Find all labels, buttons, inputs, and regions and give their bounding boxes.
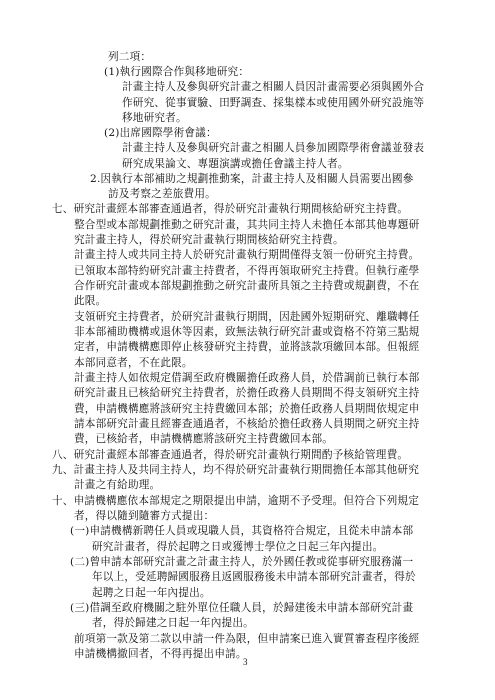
- text-line: 非本部補助機構或退休等因素，致無法執行研究計畫或資格不符第三點規: [74, 326, 420, 338]
- text-line: 起聘之日起一年內提出。: [92, 587, 211, 599]
- text-line: 費，已核給者，申請機構應將該研究主持費繳回本部。: [74, 433, 334, 445]
- text-line: 費，申請機構應將該研究主持費繳回本部；於擔任政務人員期間依規定申: [74, 403, 420, 415]
- section-heading: 九、計畫主持人及共同主持人，均不得於研究計畫執行期間擔任本部其他研究: [52, 464, 419, 476]
- text-line: 計畫之有給助理。: [74, 479, 161, 491]
- text-line: 本部同意者，不在此限。: [74, 357, 193, 369]
- text-line: (一)申請機構新聘任人員或現職人員，其資格符合規定，且從未申請本部: [70, 525, 414, 537]
- text-line: 定者，申請機構應即停止核發研究主持費，並將該款項繳回本部。但報經: [74, 341, 420, 353]
- text-line: 合作研究計畫或本部規劃推動之研究計畫所具領之主持費或規劃費，不在: [74, 280, 420, 292]
- text-line: 已領取本部特約研究計畫主持費者，不得再領取研究主持費。但執行產學: [74, 265, 420, 277]
- text-line: (2)出席國際學術會議：: [104, 127, 217, 139]
- text-line: 計畫主持人或共同主持人於研究計畫執行期間僅得支領一份研究主持費。: [74, 249, 420, 261]
- text-line: 前項第一款及第二款以申請一件為限，但申請案已進入實質審查程序後經: [74, 633, 420, 645]
- text-line: 研究成果論文、專題演講或擔任會議主持人者。: [122, 158, 349, 170]
- text-line: 2.因執行本部補助之規劃推動案，計畫主持人及相關人員需要出國參: [90, 173, 414, 185]
- text-line: 申請機構撤回者，不得再提出申請。: [74, 648, 247, 660]
- text-line: 研究計畫者，得於起聘之日或獲博士學位之日起三年內提出。: [92, 541, 384, 553]
- section-heading: 八、研究計畫經本部審查通過者，得於研究計畫執行期間酌予核給管理費。: [52, 449, 409, 461]
- text-line: 計畫主持人如依規定借調至政府機關擔任政務人員，於借調前已執行本部: [74, 372, 420, 384]
- text-line: 此限。: [74, 295, 107, 307]
- text-line: 者，得以隨到隨審方式提出：: [74, 510, 215, 522]
- text-line: 支領研究主持費者，於研究計畫執行期間，因赴國外短期研究、離職轉任: [74, 311, 420, 323]
- text-line: 計畫主持人及參與研究計畫之相關人員參加國際學術會議並發表: [122, 142, 425, 154]
- section-heading: 七、研究計畫經本部審查通過者，得於研究計畫執行期間核給研究主持費。: [52, 203, 409, 215]
- page-number: 3: [243, 657, 248, 667]
- text-line: 者，得於歸建之日起一年內提出。: [92, 617, 254, 629]
- text-line: 移地研究者。: [122, 112, 187, 124]
- text-line: (三)借調至政府機關之駐外單位任職人員，於歸建後未申請本部研究計畫: [70, 602, 414, 614]
- text-line: (1)執行國際合作與移地研究：: [104, 66, 250, 78]
- text-line: 年以上，受延聘歸國服務且返國服務後未申請本部研究計畫者，得於: [92, 571, 416, 583]
- text-line: (二)曾申請本部研究計畫之計畫主持人，於外國任教或從事研究服務滿一: [70, 556, 414, 568]
- text-line: 請本部研究計畫且經審查通過者，不核給於擔任政務人員期間之研究主持: [74, 418, 420, 430]
- text-line: 研究計畫且已核給研究主持費者，於擔任政務人員期間不得支領研究主持: [74, 387, 420, 399]
- text-line: 計畫主持人及參與研究計畫之相關人員因計畫需要必須與國外合: [122, 81, 425, 93]
- text-line: 作研究、從事實驗、田野調查、採集樣本或使用國外研究設施等: [122, 97, 425, 109]
- text-line: 整合型或本部規劃推動之研究計畫，其共同主持人未擔任本部其他專題研: [74, 219, 420, 231]
- text-line: 列二項：: [108, 51, 152, 63]
- text-line: 訪及考察之差旅費用。: [108, 188, 216, 200]
- section-heading: 十、申請機構應依本部規定之期限提出申請，逾期不予受理。但符合下列規定: [52, 495, 419, 507]
- text-line: 究計畫主持人，得於研究計畫執行期間核給研究主持費。: [74, 234, 344, 246]
